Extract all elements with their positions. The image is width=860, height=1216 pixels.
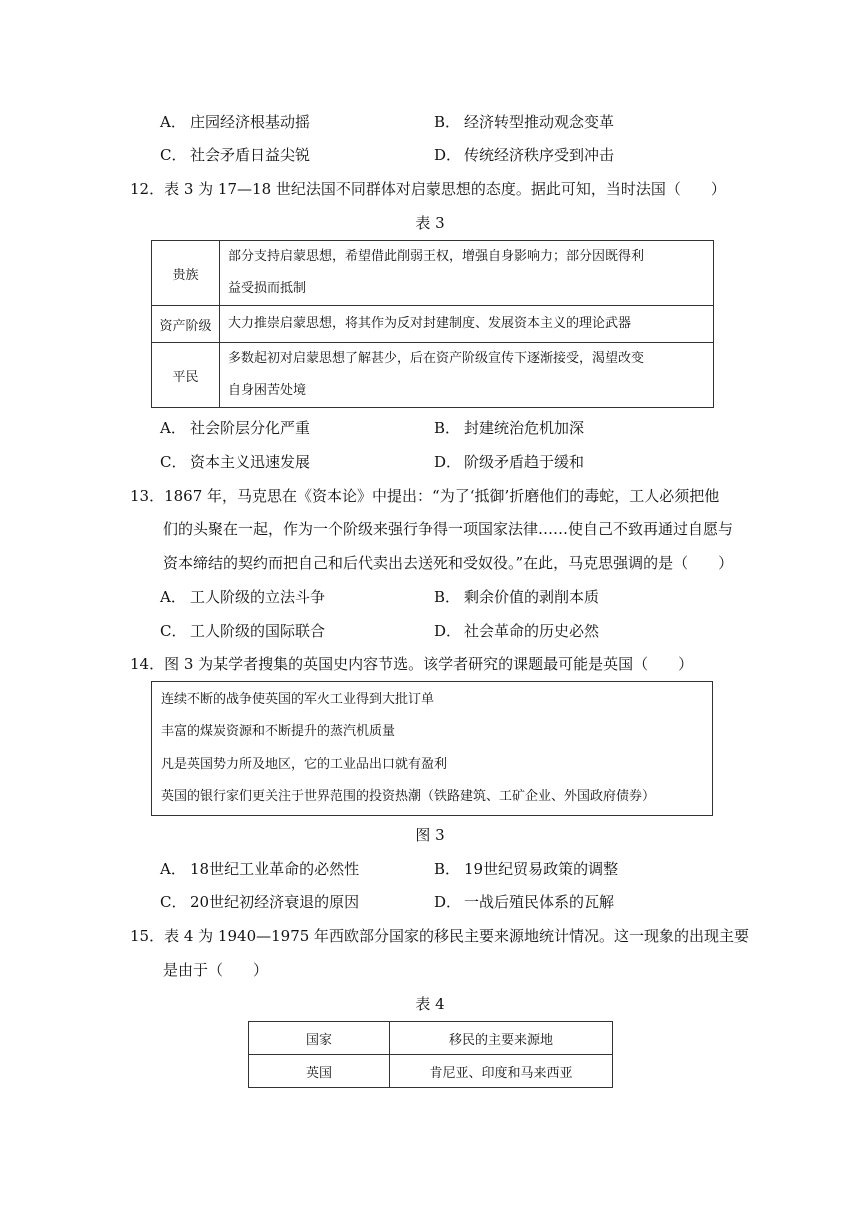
q13-option-d[interactable] [434, 619, 599, 643]
option-letter: C． [160, 146, 187, 164]
q13-option-b[interactable] [434, 585, 599, 609]
figure3-item: 丰富的煤炭资源和不断提升的蒸汽机质量 [161, 724, 396, 739]
table-row [249, 1022, 613, 1055]
q12-options-row-2 [0, 450, 860, 474]
option-text: 资本主义迅速发展 [190, 453, 311, 471]
option-text: 社会革命的历史必然 [464, 622, 600, 640]
option-text: 传统经济秩序受到冲击 [464, 146, 615, 164]
option-letter: A． [160, 588, 186, 606]
q13-stem-line: 13．1867 年，马克思在《资本论》中提出：“为了‘抵御’折磨他们的毒蛇，工人必须把他 [130, 487, 720, 505]
q14-options-row-1 [0, 857, 860, 881]
figure3-item: 英国的银行家们更关注于世界范围的投资热潮（铁路建筑、工矿企业、外国政府债券） [161, 789, 656, 804]
option-letter: A． [160, 419, 186, 437]
option-letter: A． [160, 860, 186, 878]
option-text: 庄园经济根基动摇 [190, 113, 311, 131]
q13-option-c[interactable] [160, 619, 325, 643]
table3-group-cell: 贵族 [152, 241, 220, 306]
q14-stem-row [0, 652, 860, 676]
option-letter: D． [434, 893, 462, 911]
option-letter: D． [434, 622, 462, 640]
table3-desc-cell: 大力推崇启蒙思想，将其作为反对封建制度、发展资本主义的理论武器 [220, 306, 714, 343]
q13-line-2 [0, 517, 860, 541]
table4-cell-source: 肯尼亚、印度和马来西亚 [390, 1055, 613, 1088]
q12-option-c[interactable] [160, 450, 310, 474]
table3-group-cell: 资产阶级 [152, 306, 220, 343]
q13-line-3 [0, 551, 860, 575]
table4-header-source: 移民的主要来源地 [390, 1022, 613, 1055]
q12-option-d[interactable] [434, 450, 584, 474]
option-text: 工人阶级的立法斗争 [190, 588, 326, 606]
option-text: 18世纪工业革命的必然性 [190, 860, 360, 878]
q12-stem-row [0, 177, 860, 201]
q11-option-d[interactable] [434, 143, 614, 167]
table4-cell-country: 英国 [249, 1055, 390, 1088]
table3-desc-line: 自身困苦处境 [228, 383, 307, 398]
q15-stem-line: 是由于（ ） [163, 961, 269, 979]
table3 [151, 240, 714, 408]
q11-options-row-2 [0, 143, 860, 167]
option-letter: D． [434, 146, 462, 164]
table3-desc-cell [220, 241, 714, 306]
option-letter: B． [434, 588, 461, 606]
q11-option-c[interactable] [160, 143, 310, 167]
q11-option-a[interactable] [160, 110, 310, 134]
table4 [248, 1021, 613, 1088]
table4-caption: 表 4 [415, 995, 445, 1013]
q12-option-a[interactable] [160, 416, 310, 440]
table4-header-country: 国家 [249, 1022, 390, 1055]
figure3-box [151, 681, 713, 816]
q11-option-b[interactable] [434, 110, 614, 134]
figure3-item: 凡是英国势力所及地区，它的工业品出口就有盈利 [161, 757, 448, 772]
q14-option-d[interactable] [434, 890, 614, 914]
q15-line-2 [0, 958, 860, 982]
q14-option-a[interactable] [160, 857, 359, 881]
option-text: 20世纪初经济衰退的原因 [190, 893, 360, 911]
q13-option-a[interactable] [160, 585, 325, 609]
table-row [249, 1055, 613, 1088]
table3-group-cell: 平民 [152, 343, 220, 408]
table3-desc-line: 多数起初对启蒙思想了解甚少，后在资产阶级宣传下逐渐接受，渴望改变 [228, 351, 645, 366]
q14-stem: 14．图 3 为某学者搜集的英国史内容节选。该学者研究的课题最可能是英国（ ） [130, 655, 694, 673]
option-letter: B． [434, 113, 461, 131]
option-letter: C． [160, 453, 187, 471]
option-letter: B． [434, 860, 461, 878]
table-row [152, 306, 714, 343]
option-letter: C． [160, 622, 187, 640]
option-text: 社会阶层分化严重 [190, 419, 311, 437]
q13-stem-line: 们的头聚在一起，作为一个阶级来强行争得一项国家法律……使自己不致再通过自愿与 [163, 520, 734, 538]
table3-desc-line: 益受损而抵制 [228, 281, 307, 296]
q14-options-row-2 [0, 890, 860, 914]
table3-desc-line: 部分支持启蒙思想，希望借此削弱王权，增强自身影响力；部分因既得利 [228, 249, 645, 264]
figure3-item: 连续不断的战争使英国的军火工业得到大批订单 [161, 692, 435, 707]
option-letter: B． [434, 419, 461, 437]
q12-options-row-1 [0, 416, 860, 440]
q13-options-row-1 [0, 585, 860, 609]
option-text: 社会矛盾日益尖锐 [190, 146, 311, 164]
option-letter: A． [160, 113, 186, 131]
q13-stem-line: 资本缔结的契约而把自己和后代卖出去送死和受奴役。”在此，马克思强调的是（ ） [163, 554, 734, 572]
option-text: 封建统治危机加深 [464, 419, 585, 437]
figure3-caption: 图 3 [415, 826, 445, 844]
q14-option-c[interactable] [160, 890, 359, 914]
q15-line-1 [0, 924, 860, 948]
option-text: 19世纪贸易政策的调整 [464, 860, 619, 878]
q13-options-row-2 [0, 619, 860, 643]
option-letter: C． [160, 893, 187, 911]
option-text: 经济转型推动观念变革 [464, 113, 615, 131]
q15-stem-line: 15．表 4 为 1940—1975 年西欧部分国家的移民主要来源地统计情况。这一现象的出现主要 [130, 927, 750, 945]
option-letter: D． [434, 453, 462, 471]
option-text: 剩余价值的剥削本质 [464, 588, 600, 606]
option-text: 一战后殖民体系的瓦解 [464, 893, 615, 911]
q11-options-row-1 [0, 110, 860, 134]
table-row [152, 343, 714, 408]
table-row [152, 241, 714, 306]
option-text: 工人阶级的国际联合 [190, 622, 326, 640]
q13-line-1 [0, 484, 860, 508]
q12-stem: 12．表 3 为 17—18 世纪法国不同群体对启蒙思想的态度。据此可知，当时法国（ ） [130, 180, 726, 198]
q12-option-b[interactable] [434, 416, 584, 440]
table3-desc-cell [220, 343, 714, 408]
table3-caption: 表 3 [415, 214, 445, 232]
option-text: 阶级矛盾趋于缓和 [464, 453, 585, 471]
q14-option-b[interactable] [434, 857, 618, 881]
